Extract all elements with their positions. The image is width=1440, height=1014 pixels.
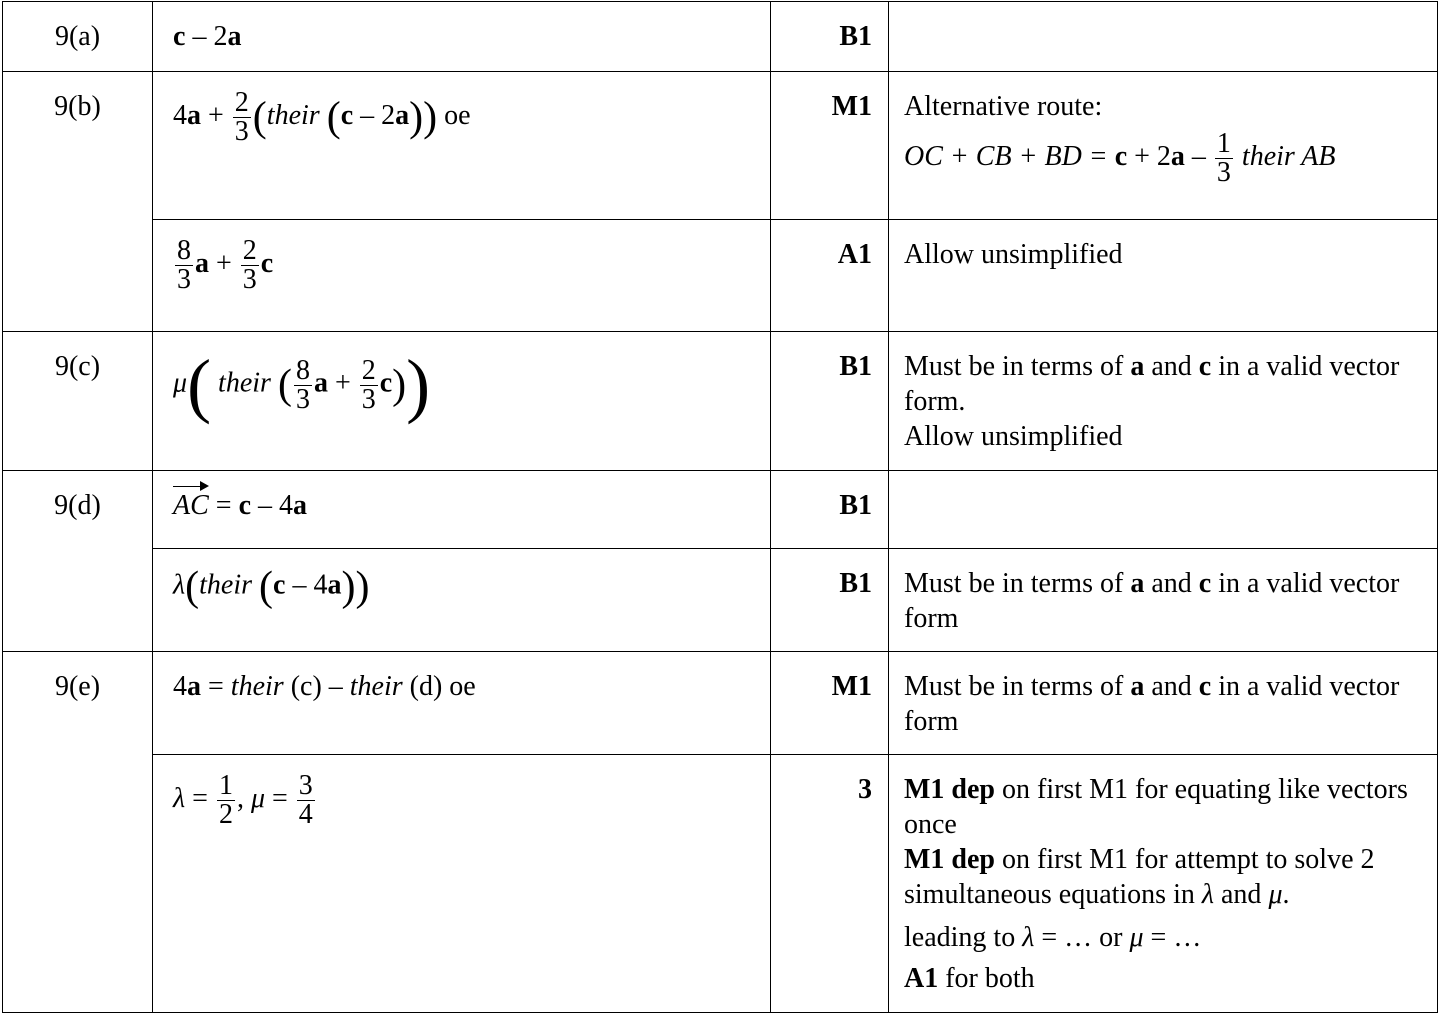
- guidance-line: leading to λ = … or μ = …: [904, 922, 1202, 953]
- vec-a: a: [395, 99, 410, 131]
- guidance-line: M1 dep on first M1 for attempt to solve 2 simultaneous equations in λ and μ.: [904, 844, 1375, 910]
- row-9b-1: [3, 72, 1438, 220]
- row-9c: [3, 332, 1438, 471]
- row-9a: [3, 2, 1438, 72]
- fraction: $\frac{1}{3}$: [1216, 128, 1231, 188]
- row-9d-2: [3, 549, 1438, 652]
- op: – 4: [285, 569, 328, 601]
- guidance-line: OC + CB + BD = c + 2a – $\frac{1}{3}$ their AB: [904, 128, 1336, 188]
- mark-cell: A1: [771, 220, 889, 332]
- mark-cell: M1: [771, 72, 889, 220]
- guidance-cell: [889, 755, 1438, 1013]
- answer-cell: 4a + $\frac{2}{3}$ (their (c – 2a)) oe: [153, 72, 771, 220]
- question-cell: 9(c): [3, 332, 153, 471]
- guidance-line: Alternative route:: [904, 91, 1103, 122]
- question-cell: 9(a): [3, 2, 153, 72]
- fraction: $\frac{2}{3}$: [242, 235, 257, 295]
- lambda: λ: [173, 782, 186, 814]
- their: their: [230, 671, 284, 702]
- fraction: $\frac{3}{4}$: [298, 770, 313, 830]
- guidance-cell: [889, 72, 1438, 220]
- answer-cell: [153, 2, 771, 72]
- mark-cell: B1: [771, 471, 889, 549]
- answer-cell: [153, 471, 771, 549]
- fraction: $\frac{8}{3}$: [295, 354, 310, 415]
- guidance-line: A1 for both: [904, 963, 1035, 994]
- vec-a: a: [195, 247, 209, 279]
- vec-c: c: [340, 99, 354, 131]
- num: 4: [173, 99, 187, 131]
- vec-a: a: [187, 99, 201, 131]
- oe: oe: [444, 99, 471, 131]
- op: – 4: [251, 490, 294, 521]
- their: their: [199, 569, 253, 601]
- lambda: λ: [173, 569, 186, 601]
- question-cell: 9(e): [3, 652, 153, 1013]
- answer-cell: μ( their ( $\frac{8}{3}$ a + $\frac{2}{3}$ c)): [153, 332, 771, 471]
- question-cell: 9(d): [3, 471, 153, 652]
- answer-cell: λ = $\frac{1}{2}$ , μ = $\frac{3}{4}$: [153, 755, 771, 1013]
- fraction: $\frac{1}{2}$: [218, 770, 233, 830]
- vec-c: c: [238, 490, 252, 521]
- answer-cell: [153, 220, 771, 332]
- mark-scheme-table: [2, 1, 1438, 1013]
- fraction: $\frac{8}{3}$: [177, 235, 191, 295]
- guidance-cell: Must be in terms of a and c in a valid vector form. Allow unsimplified: [889, 332, 1438, 471]
- guidance-line: Allow unsimplified: [904, 421, 1123, 452]
- row-9e-2: [3, 755, 1438, 1013]
- guidance-cell: [889, 471, 1438, 549]
- row-9d-1: [3, 471, 1438, 549]
- vec-c: c: [260, 247, 274, 279]
- op: +: [201, 99, 231, 131]
- vector-ac: AC: [173, 490, 209, 521]
- vec-a: a: [313, 367, 328, 399]
- guidance-cell: Must be in terms of a and c in a valid vector form: [889, 549, 1438, 652]
- op: – 2: [353, 99, 396, 131]
- answer-cell: 4a = their (c) – their (d) oe: [153, 652, 771, 755]
- mark-cell: B1: [771, 2, 889, 72]
- vec-c: c: [379, 367, 393, 399]
- mark-cell: M1: [771, 652, 889, 755]
- vec-a: a: [327, 569, 342, 601]
- guidance-line: M1 dep on first M1 for equating like vectors once: [904, 774, 1408, 840]
- their: their: [266, 99, 320, 131]
- guidance-cell: Must be in terms of a and c in a valid vector form: [889, 652, 1438, 755]
- vec-c: c: [173, 21, 186, 52]
- vec-a: a: [293, 490, 308, 521]
- guidance-cell: Allow unsimplified: [889, 220, 1438, 332]
- mu: μ: [173, 367, 188, 399]
- mark-cell: 3: [771, 755, 889, 1013]
- vec-a: a: [227, 21, 242, 52]
- fraction: $\frac{2}{3}$: [234, 87, 249, 147]
- row-9e-1: [3, 652, 1438, 755]
- their: their: [218, 367, 271, 399]
- mu: μ: [250, 782, 265, 814]
- op: – 2: [185, 21, 228, 52]
- answer-cell: λ(their (c – 4a)): [153, 549, 771, 652]
- mark-cell: B1: [771, 549, 889, 652]
- op: =: [208, 490, 239, 521]
- op: +: [209, 247, 239, 279]
- vec-a: a: [187, 671, 201, 702]
- mark-cell: B1: [771, 332, 889, 471]
- question-cell: 9(b): [3, 72, 153, 332]
- row-9b-2: [3, 220, 1438, 332]
- vec-c: c: [273, 569, 286, 601]
- guidance-cell: [889, 2, 1438, 72]
- fraction: $\frac{2}{3}$: [361, 354, 376, 415]
- op: +: [327, 367, 358, 399]
- their: their: [349, 671, 403, 702]
